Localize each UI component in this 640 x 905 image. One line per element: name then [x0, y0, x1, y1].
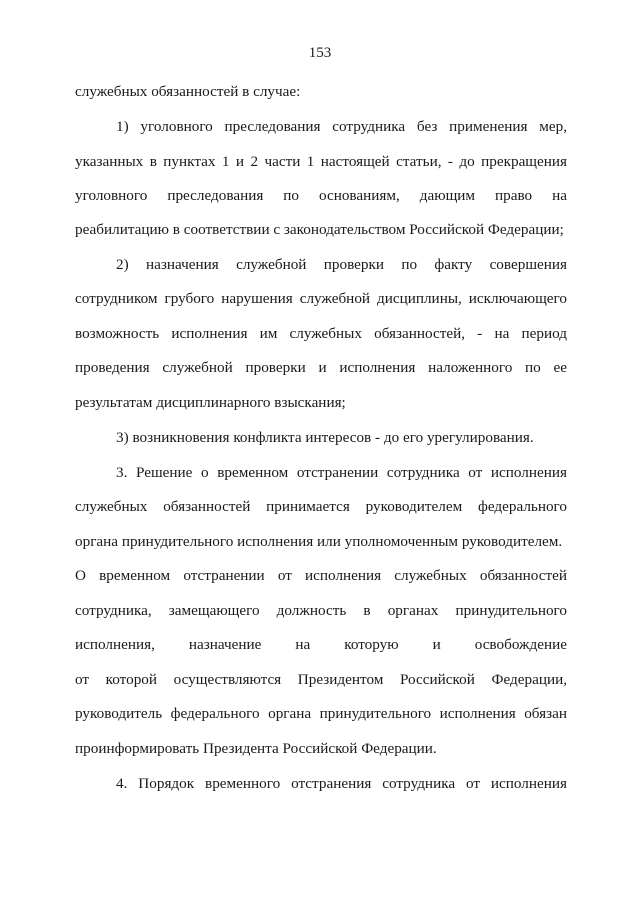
text-line: проведения служебной проверки и исполнения наложенного по ее: [75, 359, 567, 376]
text-line: 1) уголовного преследования сотрудника без применения мер,: [116, 118, 567, 135]
text-line: служебных обязанностей принимается руководителем федерального: [75, 498, 567, 515]
text-line: возможность исполнения им служебных обязанностей, - на период: [75, 325, 567, 342]
text-line: реабилитацию в соответствии с законодательством Российской Федерации;: [75, 221, 564, 238]
text-line: исполнения, назначение на которую и освобождение: [75, 636, 567, 653]
text-line: 2) назначения служебной проверки по факту совершения: [116, 256, 567, 273]
text-line: проинформировать Президента Российской Федерации.: [75, 740, 437, 757]
text-line: О временном отстранении от исполнения служебных обязанностей: [75, 567, 567, 584]
text-line: сотрудником грубого нарушения служебной дисциплины, исключающего: [75, 290, 567, 307]
text-line: служебных обязанностей в случае:: [75, 83, 301, 100]
text-line: 3) возникновения конфликта интересов - до его урегулирования.: [116, 429, 534, 446]
text-line: руководитель федерального органа принудительного исполнения обязан: [75, 705, 567, 722]
text-line: от которой осуществляются Президентом Российской Федерации,: [75, 671, 567, 688]
text-line: 4. Порядок временного отстранения сотрудника от исполнения: [116, 775, 567, 792]
page-number: 153: [308, 45, 332, 61]
text-line: указанных в пунктах 1 и 2 части 1 настоящей статьи, - до прекращения: [75, 153, 567, 170]
text-line: сотрудника, замещающего должность в органах принудительного: [75, 602, 567, 619]
text-line: органа принудительного исполнения или уполномоченным руководителем.: [75, 533, 563, 550]
text-line: результатам дисциплинарного взыскания;: [75, 394, 346, 411]
text-line: уголовного преследования по основаниям, дающим право на: [75, 187, 567, 204]
text-line: 3. Решение о временном отстранении сотрудника от исполнения: [116, 464, 567, 481]
